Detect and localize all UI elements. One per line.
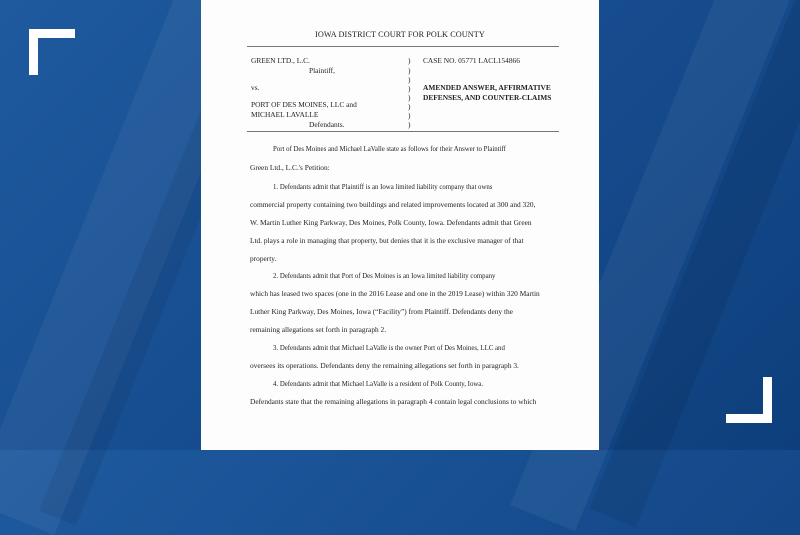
frame-corner-top-left-icon (29, 29, 75, 75)
body-line: 1. Defendants admit that Plaintiff is an Iowa limited liability company that owns (273, 182, 493, 191)
defendant-role: Defendants. (309, 120, 345, 129)
court-document-page (201, 0, 599, 450)
caption-paren: ) (408, 84, 411, 93)
court-title: IOWA DISTRICT COURT FOR POLK COUNTY (315, 30, 485, 39)
caption-paren: ) (408, 102, 411, 111)
divider (247, 131, 559, 132)
body-line: Green Ltd., L.C.'s Petition: (250, 163, 330, 172)
frame-corner-bottom-right-icon (726, 377, 772, 423)
body-line: oversees its operations. Defendants deny the remaining allegations set forth in paragraph 3. (250, 361, 519, 370)
versus: vs. (251, 83, 260, 92)
defendant-name-2: MICHAEL LAVALLE (251, 110, 319, 119)
caption-paren: ) (408, 111, 411, 120)
body-line: commercial property containing two buildings and related improvements located at 300 and 320, (250, 200, 536, 209)
defendant-name-1: PORT OF DES MOINES, LLC and (251, 100, 357, 109)
body-line: 4. Defendants admit that Michael LaValle is a resident of Polk County, Iowa. (273, 379, 484, 388)
body-line: remaining allegations set forth in paragraph 2. (250, 325, 387, 334)
body-line: W. Martin Luther King Parkway, Des Moines, Polk County, Iowa. Defendants admit that Green (250, 218, 532, 227)
body-line: 2. Defendants admit that Port of Des Moines is an Iowa limited liability company (273, 271, 496, 280)
caption-paren: ) (408, 56, 411, 65)
body-line: Defendants state that the remaining allegations in paragraph 4 contain legal conclusions to which (250, 397, 537, 406)
caption-paren: ) (408, 66, 411, 75)
body-line: Luther King Parkway, Des Moines, Iowa (“Facility”) from Plaintiff. Defendants deny the (250, 307, 513, 316)
document-title-line-2: DEFENSES, AND COUNTER-CLAIMS (423, 93, 552, 102)
caption-paren: ) (408, 75, 411, 84)
divider (247, 46, 559, 47)
body-line: 3. Defendants admit that Michael LaValle is the owner Port of Des Moines, LLC and (273, 343, 505, 352)
plaintiff-name: GREEN LTD., L.C. (251, 56, 310, 65)
body-line: property. (250, 254, 277, 263)
body-line: which has leased two spaces (one in the 2016 Lease and one in the 2019 Lease) within 320 Martin (250, 289, 540, 298)
case-number: CASE NO. 05771 LACL154866 (423, 56, 520, 65)
document-title-line-1: AMENDED ANSWER, AFFIRMATIVE (423, 83, 551, 92)
body-line: Ltd. plays a role in managing that property, but denies that it is the exclusive manager of that (250, 236, 524, 245)
plaintiff-role: Plaintiff, (309, 66, 335, 75)
body-line: Port of Des Moines and Michael LaValle state as follows for their Answer to Plaintiff (273, 144, 506, 153)
caption-paren: ) (408, 120, 411, 129)
caption-paren: ) (408, 93, 411, 102)
